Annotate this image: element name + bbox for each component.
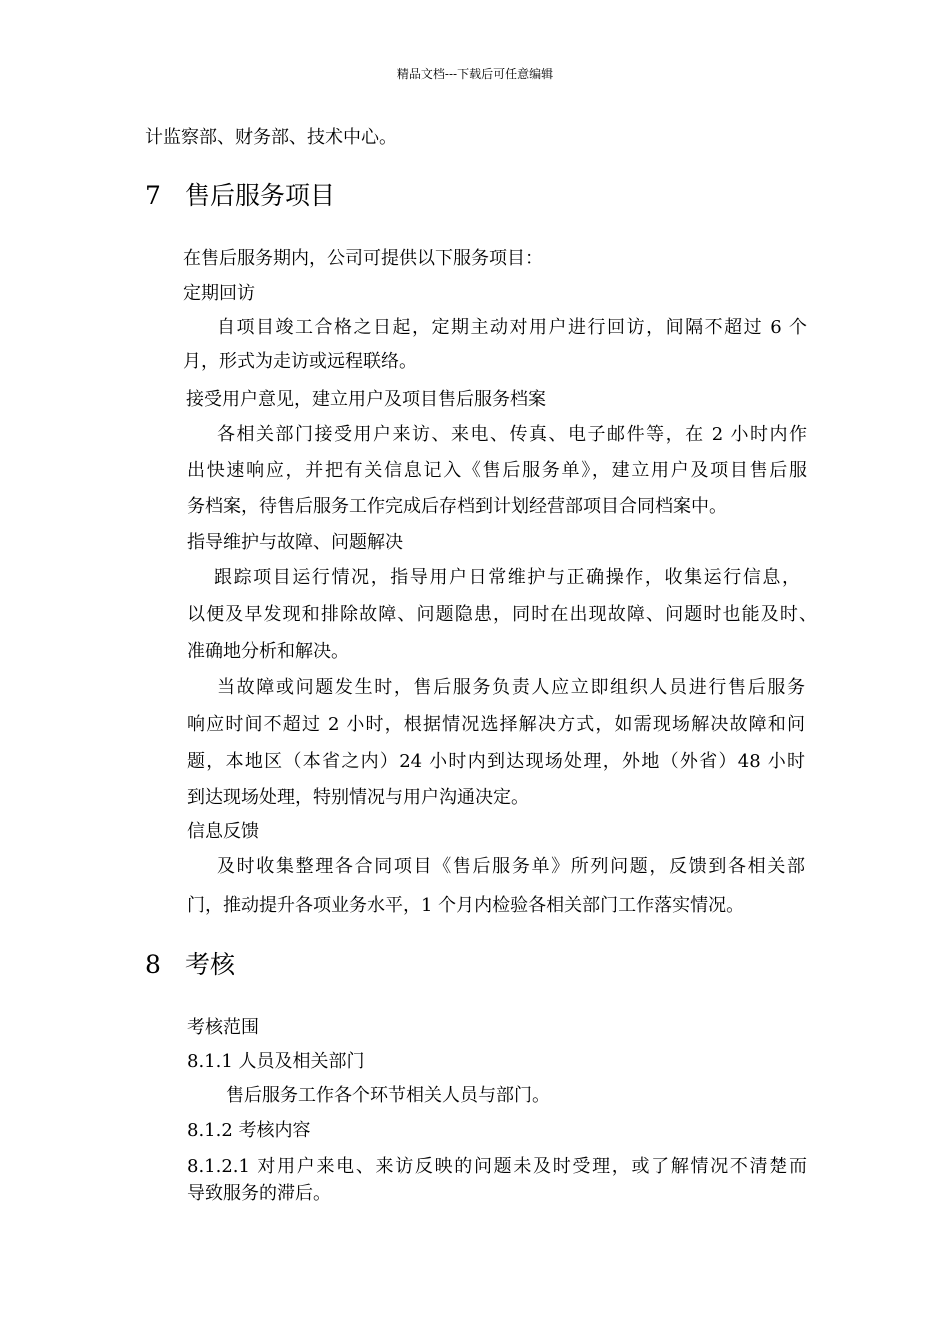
paragraph-line: 响应时间不超过 2 小时，根据情况选择解决方式，如需现场解决故障和问: [187, 714, 805, 735]
paragraph-line: 8.1.2.1 对用户来电、来访反映的问题未及时受理，或了解情况不清楚而: [187, 1156, 807, 1177]
section-number: 7: [145, 181, 161, 210]
subheading: 8.1.2 考核内容: [187, 1120, 311, 1141]
section-8-heading: [145, 949, 545, 981]
paragraph-line: 月，形式为走访或远程联络。: [183, 351, 417, 372]
subheading: 8.1.1 人员及相关部门: [187, 1051, 365, 1072]
page-header: 精品文档---下载后可任意编辑: [396, 67, 554, 81]
paragraph-line: 门，推动提升各项业务水平，1 个月内检验各相关部门工作落实情况。: [187, 895, 745, 916]
paragraph-line: 及时收集整理各合同项目《售后服务单》所列问题，反馈到各相关部: [217, 856, 805, 877]
paragraph-line: 以便及早发现和排除故障、问题隐患，同时在出现故障、问题时也能及时、: [187, 604, 817, 625]
subheading: 接受用户意见，建立用户及项目售后服务档案: [186, 389, 546, 410]
section-7-heading: [145, 180, 545, 212]
paragraph-line: 跟踪项目运行情况，指导用户日常维护与正确操作，收集运行信息，: [214, 567, 800, 588]
subheading: 定期回访: [183, 283, 255, 304]
paragraph-line: 各相关部门接受用户来访、来电、传真、电子邮件等，在 2 小时内作: [217, 424, 807, 445]
section-title: 售后服务项目: [185, 181, 336, 210]
paragraph-line: 售后服务工作各个环节相关人员与部门。: [226, 1085, 550, 1106]
paragraph-line: 到达现场处理，特别情况与用户沟通决定。: [187, 787, 529, 808]
paragraph-line: 出快速响应，并把有关信息记入《售后服务单》，建立用户及项目售后服: [187, 460, 807, 481]
paragraph-line: 在售后服务期内，公司可提供以下服务项目：: [183, 248, 543, 269]
paragraph-line: 导致服务的滞后。: [187, 1183, 331, 1204]
section-title: 考核: [185, 950, 236, 979]
paragraph-line: 务档案，待售后服务工作完成后存档到计划经营部项目合同档案中。: [187, 496, 727, 517]
paragraph-line: 当故障或问题发生时，售后服务负责人应立即组织人员进行售后服务: [217, 677, 805, 698]
paragraph-line: 自项目竣工合格之日起，定期主动对用户进行回访，间隔不超过 6 个: [217, 317, 807, 338]
intro-line: 计监察部、财务部、技术中心。: [145, 127, 397, 148]
section-number: 8: [145, 950, 161, 979]
subheading: 指导维护与故障、问题解决: [187, 532, 403, 553]
paragraph-line: 题，本地区（本省之内）24 小时内到达现场处理，外地（外省）48 小时: [187, 751, 805, 772]
subheading: 考核范围: [187, 1017, 259, 1038]
paragraph-line: 准确地分析和解决。: [187, 641, 349, 662]
subheading: 信息反馈: [187, 821, 259, 842]
